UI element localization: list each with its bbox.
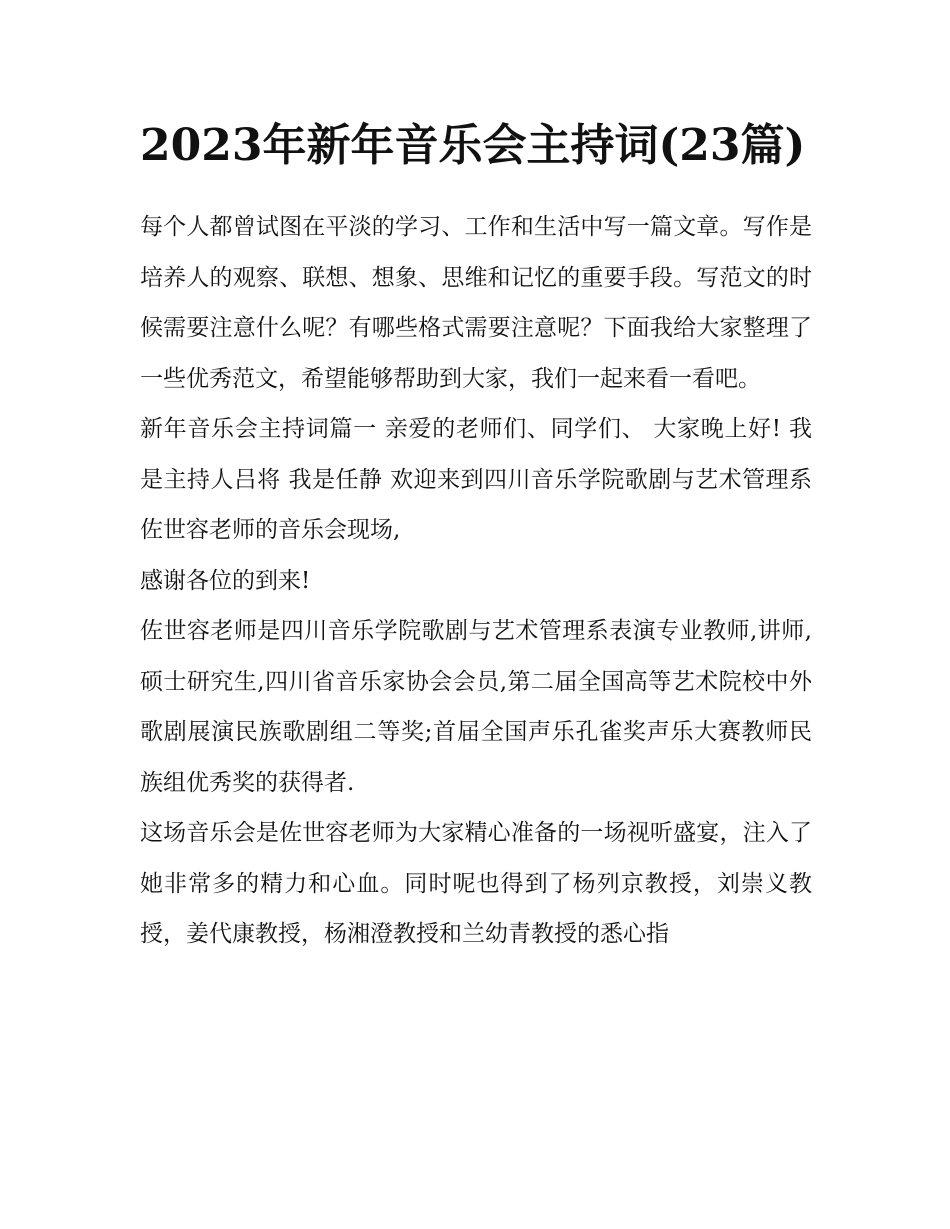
paragraph-teacher-bio: 佐世容老师是四川音乐学院歌剧与艺术管理系表演专业教师,讲师,硕士研究生,四川省音乐家协会会员,第二届全国高等艺术院校中外歌剧展演民族歌剧组二等奖;首届全国声乐孔雀奖声乐大赛教师民族组优秀奖的获得者.	[140, 618, 812, 796]
paragraph-concert-intro: 这场音乐会是佐世容老师为大家精心准备的一场视听盛宴，注入了她非常多的精力和心血。同时呢也得到了杨列京教授，刘崇义教授，姜代康教授，杨湘澄教授和兰幼青教授的悉心指	[140, 820, 812, 947]
paragraph-intro: 每个人都曾试图在平淡的学习、工作和生活中写一篇文章。写作是培养人的观察、联想、想象、思维和记忆的重要手段。写范文的时候需要注意什么呢？有哪些格式需要注意呢？下面我给大家整理了一些优秀范文，希望能够帮助到大家，我们一起来看一看吧。	[140, 214, 812, 392]
document-content	[140, 118, 812, 960]
paragraph-opening: 新年音乐会主持词篇一 亲爱的老师们、同学们、 大家晚上好! 我是主持人吕将 我是任静 欢迎来到四川音乐学院歌剧与艺术管理系佐世容老师的音乐会现场,	[140, 416, 812, 543]
document-title: 2023年新年音乐会主持词(23篇)	[140, 120, 806, 171]
paragraph-thanks: 感谢各位的到来!	[140, 567, 311, 594]
